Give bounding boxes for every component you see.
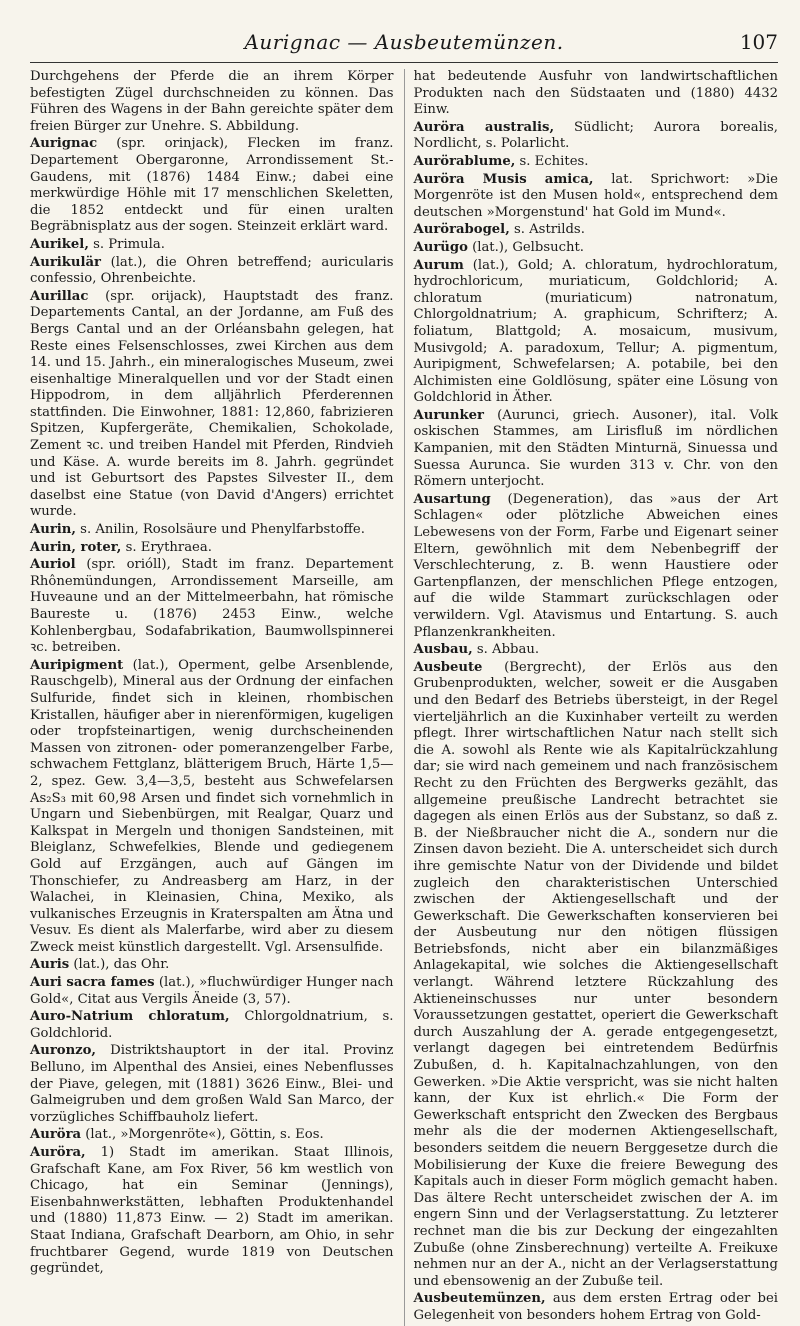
left-column (30, 69, 394, 1326)
entry-text: s. Abbau. (476, 642, 540, 658)
dictionary-entry (414, 408, 779, 491)
dictionary-entry (30, 136, 394, 236)
dictionary-entry (30, 540, 394, 557)
dictionary-entry (30, 957, 394, 974)
entry-headword: Auriol (30, 557, 76, 573)
entry-headword: Ausartung (413, 491, 491, 507)
entry-headword: Auröra Musis amica, (413, 171, 594, 187)
dictionary-entry (414, 258, 779, 407)
dictionary-entry (30, 975, 394, 1008)
dictionary-entry (30, 289, 394, 521)
right-column (404, 69, 779, 1326)
dictionary-entry (414, 120, 779, 153)
dictionary-entry (30, 658, 394, 957)
entry-text: Durchgehens der Pferde die an ihrem Körper befestigten Zügel durchschneiden zu können. Das Führen des Wagens in der Bahn gereichte später dem freien Bürger zur Unehre. S. Abbildung. (30, 69, 394, 134)
entry-headword: Ausbeute (413, 659, 483, 675)
dictionary-entry (414, 240, 779, 257)
entry-text: Distriktshauptort in der ital. Provinz Belluno, im Alpenthal des Ansiei, eines Nebenflusses der Piave, gelegen, mit (1881) 3626 Einw., Blei- und Galmeigruben und dem großen Wald San Marco, der vorzügliches Schiffbauholz liefert. (30, 1043, 394, 1125)
dictionary-entry (30, 1043, 394, 1126)
entry-headword: Auripigment (30, 657, 124, 673)
entry-text: (spr. orinjack), Flecken im franz. Departement Obergaronne, Arrondissement St.-Gaudens, mit (1876) 1484 Einw.; dabei eine merkwürdige Höhle mit 17 menschlichen Skeletten, die 1852 entdeckt und für einen uralten Begräbnisplatz aus der sogen. Steinzeit erklärt ward. (30, 136, 394, 235)
dictionary-entry (414, 492, 779, 641)
entry-text: s. Erythraea. (125, 539, 212, 555)
page-header (30, 28, 778, 63)
entry-headword: Aurillac (30, 288, 89, 304)
entry-text: aus dem ersten Ertrag oder bei Gelegenheit von besonders hohem Ertrag von Gold- (413, 1291, 778, 1323)
entry-text: Südlicht; Aurora borealis, Nordlicht, s. Polarlicht. (413, 119, 778, 152)
entry-headword: Aurörabogel, (413, 222, 510, 238)
dictionary-entry (30, 1127, 394, 1144)
entry-headword: Aurikel, (30, 236, 89, 252)
entry-text: (lat.), »fluchwürdiger Hunger nach Gold«, Citat aus Vergils Äneide (3, 57). (30, 975, 394, 1007)
dictionary-entry (30, 69, 394, 135)
dictionary-entry (30, 557, 394, 657)
entry-headword: Aurörablume, (413, 153, 516, 169)
dictionary-entry (30, 1145, 394, 1278)
entry-text: (spr. orijack), Hauptstadt des franz. Departements Cantal, an der Jordanne, am Fuß des Bergs Cantal und an der Orléansbahn gelegen, hat Reste eines Felsenschlosses, zwei Kirchen aus dem 14. und 15. Jahrh., ein mineralogisches Museum, zwei eisenhaltige Mineralquellen und vor der Stadt einen Hippodrom, in dem alljährlich Pferderennen stattfinden. Die Einwohner, 1881: 12,860, fabrizieren Spitzen, Kupfergeräte, Chemikalien, Schokolade, Zement ꝛc. und treiben Handel mit Pferden, Rindvieh und Käse. A. wurde bereits im 8. Jahrh. gegründet und ist Geburtsort des Papstes Silvester II., dem daselbst eine Statue (von David d'Angers) errichtet wurde. (30, 288, 394, 520)
entry-text: (spr. orióll), Stadt im franz. Departement Rhônemündungen, Arrondissement Marseille, am Huveaune und an der Mittelmeerbahn, hat römische Baureste u. (1876) 2453 Einw., welche Kohlenbergbau, Sodafabrikation, Baumwollspinnerei ꝛc. betreiben. (30, 557, 394, 656)
dictionary-entry (414, 660, 779, 1291)
dictionary-entry (30, 237, 394, 254)
entry-headword: Auri sacra fames (30, 975, 155, 991)
entry-text: (lat.), Gelbsucht. (472, 239, 584, 255)
entry-headword: Auronzo, (30, 1043, 97, 1059)
running-title: Aurignac — Ausbeutemünzen. (244, 30, 564, 54)
entry-text: (lat.), das Ohr. (73, 957, 170, 973)
entry-headword: Auro-Natrium chloratum, (30, 1009, 230, 1025)
entry-text: (lat.), Gold; A. chloratum, hydrochloratum, hydrochloricum, muriaticum, Goldchlorid; A. chloratum (muriaticum) natronatum, Chlorgoldnatrium; A. graphicum, Schrifterz; A. foliatum, Blattgold; A. mosaicum, musivum, Musivgold; A. paradoxum, Tellur; A. pigmentum, Auripigment, Schwefelarsen; A. potabile, bei den Alchimisten eine Goldlösung, später eine Lösung von Goldchlorid in Äther. (413, 257, 778, 406)
entry-text: (lat.), Operment, gelbe Arsenblende, Rauschgelb), Mineral aus der Ordnung der einfachen Sulfuride, findet sich in kleinen, rhombischen Kristallen, häufiger aber in nierenförmigen, kugeligen oder tropfsteinartigen, wenig durchscheinenden Massen von zitronen- oder pomeranzengelber Farbe, schwachem Fettglanz, blätterigem Bruch, Härte 1,5—2, spez. Gew. 3,4—3,5, besteht aus Schwefelarsen As₂S₃ mit 60,98 Arsen und findet sich vornehmlich in Ungarn und Siebenbürgen, mit Realgar, Quarz und Kalkspat in Mergeln und thonigen Sandsteinen, mit Bleiglanz, Schwefelkies, Blende und gediegenem Gold auf Erzgängen, auch auf Gängen im Thonschiefer, zu Andreasberg am Harz, in der Walachei, in Kleinasien, China, Mexiko, als vulkanisches Erzeugnis in Kraterspalten am Ätna und Vesuv. Es dient als Malerfarbe, wird aber zu diesem Zweck meist künstlich dargestellt. Vgl. Arsensulfide. (30, 657, 394, 955)
entry-headword: Auröra australis, (413, 119, 555, 135)
entry-text: s. Anilin, Rosolsäure und Phenylfarbstoffe. (80, 522, 365, 538)
text-columns (30, 69, 778, 1326)
entry-headword: Aurin, (30, 522, 76, 538)
entry-text: Chlorgoldnatrium, s. Goldchlorid. (30, 1009, 394, 1041)
entry-headword: Aurum (413, 257, 464, 273)
entry-text: 1) Stadt im amerikan. Staat Illinois, Grafschaft Kane, am Fox River, 56 km westlich von Chicago, hat ein Seminar (Jennings), Eisenbahnwerkstätten, lebhaften Produktenhandel und (1880) 11,873 Einw. — 2) Stadt im amerikan. Staat Indiana, Grafschaft Dearborn, am Ohio, in sehr fruchtbarer Gegend, wurde 1819 von Deutschen gegründet, (30, 1145, 394, 1277)
entry-headword: Aurunker (413, 407, 484, 423)
entry-headword: Aurikulär (30, 254, 102, 270)
entry-headword: Aurignac (30, 136, 98, 152)
dictionary-entry (414, 222, 779, 239)
entry-text: s. Primula. (93, 236, 165, 252)
dictionary-entry (414, 642, 779, 659)
dictionary-entry (414, 69, 779, 119)
entry-text: s. Astrilds. (514, 222, 585, 238)
entry-headword: Ausbau, (413, 642, 473, 658)
dictionary-entry (414, 1291, 779, 1324)
entry-text: (Aurunci, griech. Ausoner), ital. Volk oskischen Stammes, am Lirisfluß im nördlichen Kampanien, mit den Städten Minturnä, Sinuessa und Suessa Aurunca. Sie wurden 313 v. Chr. von den Römern unterjocht. (413, 407, 778, 490)
entry-headword: Auröra, (30, 1145, 86, 1160)
entry-text: (Bergrecht), der Erlös aus den Grubenprodukten, welcher, soweit er die Ausgaben und den Bedarf des Betriebs übersteigt, in der Regel vierteljährlich an die Kuxinhaber verteilt zu werden pflegt. Ihrer wirtschaftlichen Natur nach stellt sich die A. sowohl als Rente wie als Kapitalrückzahlung dar; sie wird nach gemeinem und nach französischem Recht zu den Früchten des Bergwerks gezählt, das allgemeine preußische Landrecht betrachtet sie dagegen als einen Erlös aus der Substanz, so daß z. B. der Nießbraucher nicht die A., sondern nur die Zinsen davon bezieht. Die A. unterscheidet sich durch ihre gemischte Natur von der Dividende und bildet zugleich den charakteristischen Unterschied zwischen der Aktiengesellschaft und der Gewerkschaft. Die Gewerkschaften konservieren bei der Ausbeutung nur den nötigen flüssigen Betriebsfonds, nicht aber ein bilanzmäßiges Anlagekapital, wie solches die Aktiengesellschaft verlangt. Während letztere Rückzahlung des Aktieneinschusses nur unter besondern Voraussetzungen gestattet, operiert die Gewerkschaft durch Auszahlung der A. gerade entgegengesetzt, verlangt dagegen bei eintretendem Bedürfnis Zubußen, d. h. Kapitalnachzahlungen, von den Gewerken. »Die Aktie verspricht, was sie nicht halten kann, der Kux ist ehrlich.« Die Form der Gewerkschaft entspricht den Zwecken des Bergbaus mehr als die der modernen Aktiengesellschaft, besonders seitdem die neuern Berggesetze durch die Mobilisierung der Kuxe die freiere Bewegung des Kapitals auch in dieser Form möglich gemacht haben. Das ältere Recht unterscheidet zwischen der A. im engern Sinn und der Verlagserstattung. Zu letzterer rechnet man die bis zur Deckung der eingezahlten Zubuße (ohne Zinsberechnung) verteilte A. Freikuxe nehmen nur an der A., nicht an der Verlagserstattung und ebensowenig an der Zubuße teil. (413, 659, 778, 1289)
entry-text: lat. Sprichwort: »Die Morgenröte ist den Musen hold«, entsprechend dem deutschen »Morgenstund' hat Gold im Mund«. (413, 171, 778, 220)
entry-headword: Auris (30, 957, 70, 973)
entry-text: (Degeneration), das »aus der Art Schlagen« oder plötzliche Abweichen eines Lebewesens von der Form, Farbe und Eigenart seiner Eltern, gewöhnlich mit dem Nebenbegriff der Verschlechterung, z. B. wenn Haustiere oder Gartenpflanzen, der menschlichen Pflege entzogen, auf die wilde Stammart zurückschlagen oder verwildern. Vgl. Atavismus und Entartung. S. auch Pflanzenkrankheiten. (413, 491, 778, 640)
entry-text: hat bedeutende Ausfuhr von landwirtschaftlichen Produkten nach den Südstaaten und (1880) 4432 Einw. (413, 69, 778, 118)
entry-text: (lat., »Morgenröte«), Göttin, s. Eos. (85, 1127, 324, 1143)
dictionary-entry (30, 255, 394, 288)
entry-text: s. Echites. (519, 153, 589, 169)
dictionary-entry (30, 522, 394, 539)
dictionary-entry (414, 172, 779, 222)
dictionary-entry (30, 1009, 394, 1042)
entry-headword: Ausbeutemünzen, (413, 1291, 546, 1307)
entry-headword: Aurin, roter, (30, 539, 122, 555)
entry-headword: Aurügo (413, 239, 468, 255)
entry-text: (lat.), die Ohren betreffend; auricularis confessio, Ohrenbeichte. (30, 254, 394, 287)
entry-headword: Auröra (30, 1127, 82, 1143)
dictionary-entry (414, 154, 779, 171)
page-number: 107 (739, 30, 778, 54)
